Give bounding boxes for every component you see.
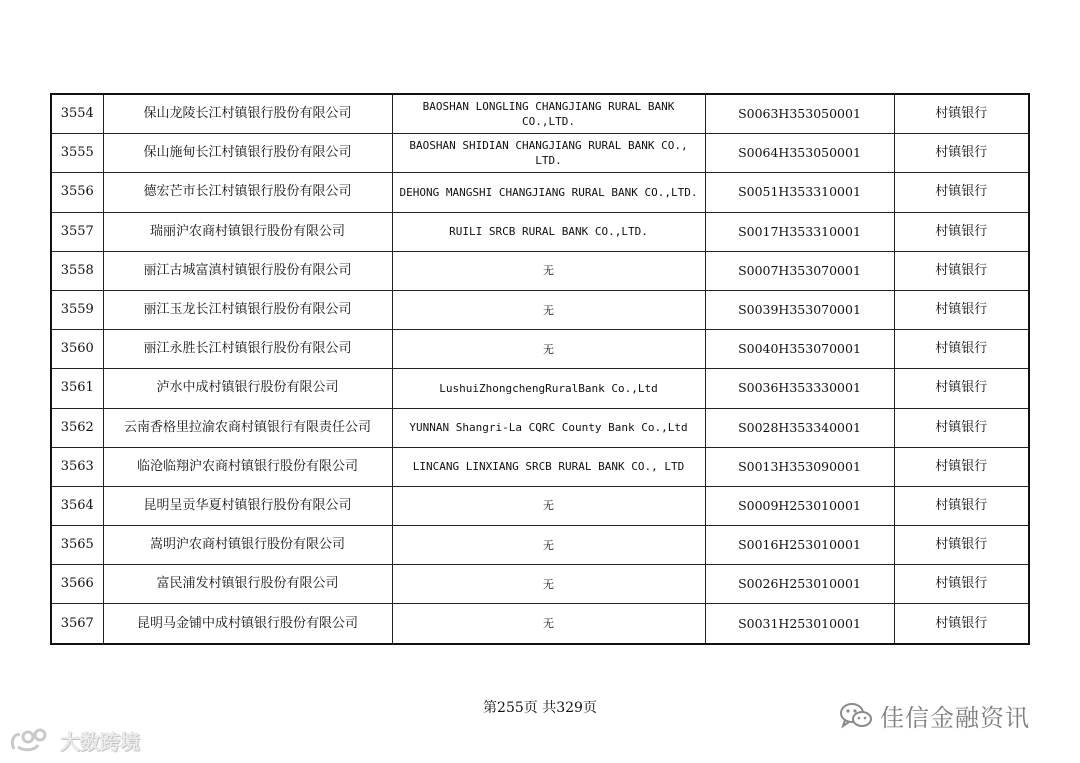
table-row — [51, 565, 1029, 604]
table-row — [51, 290, 1029, 329]
institution-type-cell: 村镇银行 — [894, 212, 1029, 251]
institution-code-cell: S0016H253010001 — [705, 526, 894, 565]
bank-name-cell: 云南香格里拉渝农商村镇银行有限责任公司 — [103, 408, 392, 447]
row-number-cell: 3555 — [51, 134, 103, 173]
english-name-cell: YUNNAN Shangri-La CQRC County Bank Co.,Ltd — [392, 408, 705, 447]
bank-name-cell: 泸水中成村镇银行股份有限公司 — [103, 369, 392, 408]
table-row — [51, 526, 1029, 565]
table-row — [51, 369, 1029, 408]
institution-type-cell: 村镇银行 — [894, 134, 1029, 173]
table-row — [51, 173, 1029, 212]
table-row — [51, 330, 1029, 369]
institution-type-cell: 村镇银行 — [894, 290, 1029, 329]
row-number-cell: 3554 — [51, 94, 103, 134]
institution-type-cell: 村镇银行 — [894, 604, 1029, 644]
bank-name-cell: 昆明呈贡华夏村镇银行股份有限公司 — [103, 486, 392, 525]
page-number: 第255页 共329页 — [483, 700, 597, 716]
institution-code-cell: S0009H253010001 — [705, 486, 894, 525]
institution-code-cell: S0063H353050001 — [705, 94, 894, 134]
watermark-dashu — [8, 726, 140, 755]
institution-code-cell: S0064H353050001 — [705, 134, 894, 173]
bank-name-cell: 保山施甸长江村镇银行股份有限公司 — [103, 134, 392, 173]
english-name-cell: RUILI SRCB RURAL BANK CO.,LTD. — [392, 212, 705, 251]
row-number-cell: 3564 — [51, 486, 103, 525]
english-name-cell: 无 — [392, 330, 705, 369]
english-name-cell: 无 — [392, 526, 705, 565]
dashu-logo-icon — [8, 727, 56, 755]
row-number-cell: 3559 — [51, 290, 103, 329]
english-name-cell: 无 — [392, 486, 705, 525]
table-row — [51, 447, 1029, 486]
bank-name-cell: 丽江玉龙长江村镇银行股份有限公司 — [103, 290, 392, 329]
row-number-cell: 3563 — [51, 447, 103, 486]
row-number-cell: 3567 — [51, 604, 103, 644]
institution-type-cell: 村镇银行 — [894, 408, 1029, 447]
institution-type-cell: 村镇银行 — [894, 565, 1029, 604]
institution-type-cell: 村镇银行 — [894, 330, 1029, 369]
row-number-cell: 3562 — [51, 408, 103, 447]
row-number-cell: 3556 — [51, 173, 103, 212]
institution-type-cell: 村镇银行 — [894, 526, 1029, 565]
institution-code-cell: S0028H353340001 — [705, 408, 894, 447]
table-row — [51, 486, 1029, 525]
institution-code-cell: S0017H353310001 — [705, 212, 894, 251]
english-name-cell: 无 — [392, 604, 705, 644]
bank-name-cell: 瑞丽沪农商村镇银行股份有限公司 — [103, 212, 392, 251]
bank-name-cell: 嵩明沪农商村镇银行股份有限公司 — [103, 526, 392, 565]
english-name-cell: BAOSHAN LONGLING CHANGJIANG RURAL BANK CO.,LTD. — [392, 94, 705, 134]
institution-code-cell: S0040H353070001 — [705, 330, 894, 369]
table-row — [51, 134, 1029, 173]
bank-name-cell: 丽江永胜长江村镇银行股份有限公司 — [103, 330, 392, 369]
watermark-jiaxin-text: 佳信金融资讯 — [880, 704, 1030, 732]
institution-type-cell: 村镇银行 — [894, 369, 1029, 408]
institution-code-cell: S0039H353070001 — [705, 290, 894, 329]
watermark-jiaxin — [838, 698, 1030, 733]
english-name-cell: 无 — [392, 290, 705, 329]
watermark-dashu-text: 大数跨境 — [60, 730, 140, 754]
bank-list-table — [50, 93, 1030, 645]
row-number-cell: 3557 — [51, 212, 103, 251]
row-number-cell: 3561 — [51, 369, 103, 408]
row-number-cell: 3560 — [51, 330, 103, 369]
english-name-cell: LINCANG LINXIANG SRCB RURAL BANK CO., LTD — [392, 447, 705, 486]
bank-name-cell: 富民浦发村镇银行股份有限公司 — [103, 565, 392, 604]
row-number-cell: 3566 — [51, 565, 103, 604]
institution-type-cell: 村镇银行 — [894, 486, 1029, 525]
institution-code-cell: S0026H253010001 — [705, 565, 894, 604]
institution-code-cell: S0036H353330001 — [705, 369, 894, 408]
bank-name-cell: 丽江古城富滇村镇银行股份有限公司 — [103, 251, 392, 290]
table-body — [51, 94, 1029, 644]
row-number-cell: 3565 — [51, 526, 103, 565]
table-row — [51, 604, 1029, 644]
bank-name-cell: 昆明马金铺中成村镇银行股份有限公司 — [103, 604, 392, 644]
bank-name-cell: 保山龙陵长江村镇银行股份有限公司 — [103, 94, 392, 134]
institution-code-cell: S0051H353310001 — [705, 173, 894, 212]
table-row — [51, 212, 1029, 251]
table-row — [51, 408, 1029, 447]
wechat-icon — [838, 701, 874, 731]
english-name-cell: LushuiZhongchengRuralBank Co.,Ltd — [392, 369, 705, 408]
table-row — [51, 94, 1029, 134]
english-name-cell: 无 — [392, 565, 705, 604]
institution-type-cell: 村镇银行 — [894, 447, 1029, 486]
institution-type-cell: 村镇银行 — [894, 173, 1029, 212]
table-row — [51, 251, 1029, 290]
institution-type-cell: 村镇银行 — [894, 94, 1029, 134]
institution-code-cell: S0031H253010001 — [705, 604, 894, 644]
english-name-cell: BAOSHAN SHIDIAN CHANGJIANG RURAL BANK CO., LTD. — [392, 134, 705, 173]
row-number-cell: 3558 — [51, 251, 103, 290]
institution-code-cell: S0013H353090001 — [705, 447, 894, 486]
institution-type-cell: 村镇银行 — [894, 251, 1029, 290]
english-name-cell: 无 — [392, 251, 705, 290]
bank-name-cell: 德宏芒市长江村镇银行股份有限公司 — [103, 173, 392, 212]
institution-code-cell: S0007H353070001 — [705, 251, 894, 290]
english-name-cell: DEHONG MANGSHI CHANGJIANG RURAL BANK CO.,LTD. — [392, 173, 705, 212]
bank-name-cell: 临沧临翔沪农商村镇银行股份有限公司 — [103, 447, 392, 486]
